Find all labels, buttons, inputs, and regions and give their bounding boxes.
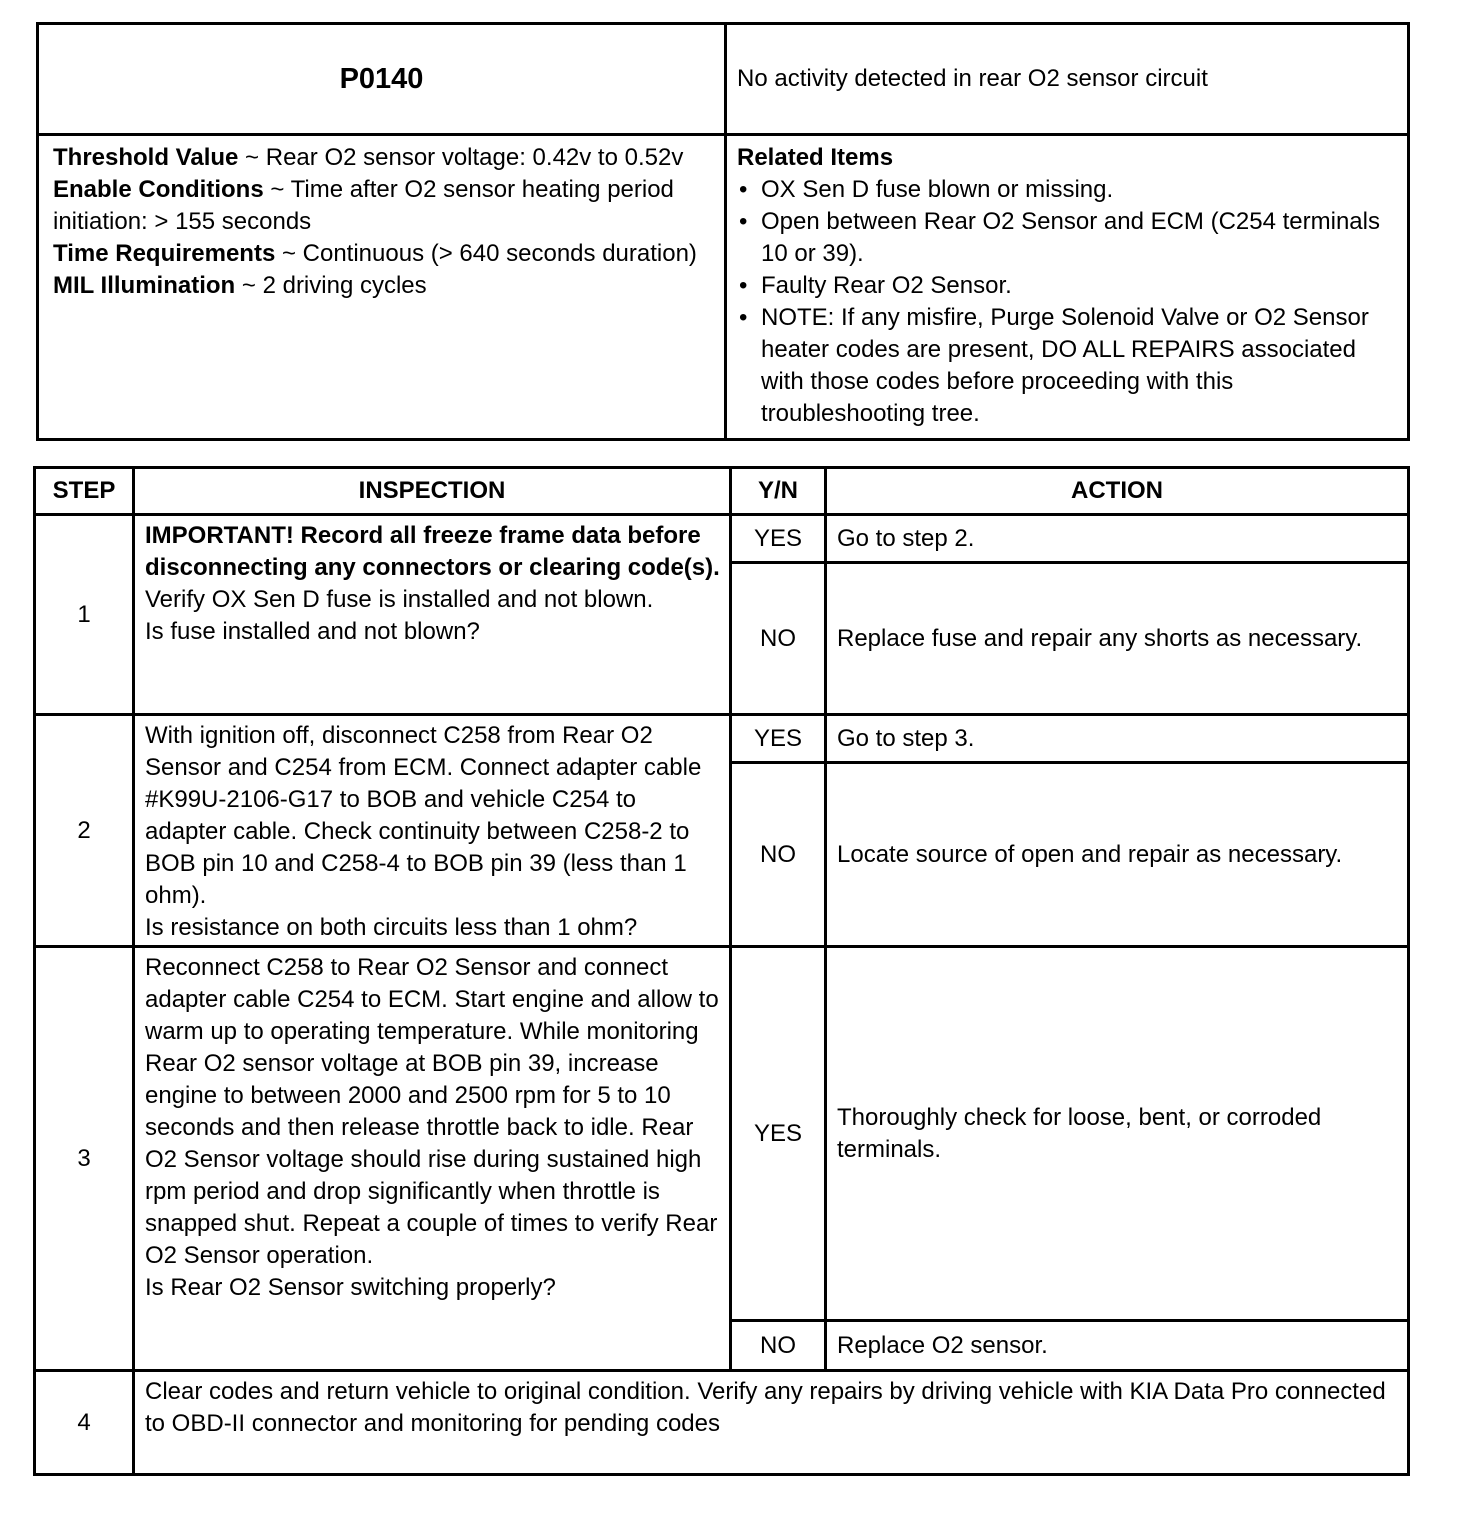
header-inspection: INSPECTION [134,468,731,515]
troubleshooting-table [33,466,1410,1476]
yes-label: YES [731,715,826,763]
step-inspection: Clear codes and return vehicle to original condition. Verify any repairs by driving vehicle with KIA Data Pro connected to OBD-II connector and monitoring for pending codes [134,1371,1409,1475]
step-inspection: With ignition off, disconnect C258 from Rear O2 Sensor and C254 from ECM. Connect adapter cable #K99U-2106-G17 to BOB and vehicle C254 to adapter cable. Check continuity between C258-2 to BOB pin 10 and C258-4 to BOB pin 39 (less than 1 ohm). Is resistance on both circuits less than 1 ohm? [134,715,731,947]
table-header-row [35,468,1409,515]
no-action: Replace O2 sensor. [826,1321,1409,1371]
step-number: 3 [35,947,134,1371]
related-items-cell [726,135,1409,440]
step-question: Is fuse installed and not blown? [145,618,480,645]
yes-label: YES [731,515,826,563]
no-label: NO [731,563,826,715]
table-row [35,515,1409,563]
step-inspection: IMPORTANT! Record all freeze frame data before disconnecting any connectors or clearing code(s). Verify OX Sen D fuse is installed and not blown. Is fuse installed and not blown? [134,515,731,715]
related-items-title: Related Items [737,144,894,171]
step-question: Is Rear O2 Sensor switching properly? [145,1274,556,1301]
table-row [35,1371,1409,1475]
time-requirements: Time Requirements ~ Continuous (> 640 seconds duration) [53,240,697,267]
yes-action: Go to step 2. [826,515,1409,563]
yes-action: Thoroughly check for loose, bent, or corroded terminals. [826,947,1409,1321]
no-label: NO [731,1321,826,1371]
related-item: • OX Sen D fuse blown or missing. [737,174,1395,206]
related-item: • NOTE: If any misfire, Purge Solenoid Valve or O2 Sensor heater codes are present, DO ALL REPAIRS associated with those codes before proceeding with this troubleshooting tree. [737,302,1395,430]
important-note: IMPORTANT! Record all freeze frame data before disconnecting any connectors or clearing code(s). [145,522,720,581]
yes-label: YES [731,947,826,1321]
table-row [35,947,1409,1321]
header-step: STEP [35,468,134,515]
header-action: ACTION [826,468,1409,515]
header-yn: Y/N [731,468,826,515]
conditions-cell [38,135,726,440]
step-inspection: Reconnect C258 to Rear O2 Sensor and connect adapter cable C254 to ECM. Start engine and allow to warm up to operating temperature. While monitoring Rear O2 sensor voltage at BOB pin 39, increase engine to between 2000 and 2500 rpm for 5 to 10 seconds and then release throttle back to idle. Rear O2 Sensor voltage should rise during sustained high rpm period and drop significantly when throttle is snapped shut. Repeat a couple of times to verify Rear O2 Sensor operation. Is Rear O2 Sensor switching properly? [134,947,731,1371]
threshold-value: Threshold Value ~ Rear O2 sensor voltage: 0.42v to 0.52v [53,144,684,171]
code-summary-table [36,22,1410,441]
step-question: Is resistance on both circuits less than 1 ohm? [145,914,638,941]
mil-illumination: MIL Illumination ~ 2 driving cycles [53,272,427,299]
step-number: 2 [35,715,134,947]
table-row [35,715,1409,763]
no-action: Replace fuse and repair any shorts as necessary. [826,563,1409,715]
related-items-list [737,174,1395,430]
dtc-description: No activity detected in rear O2 sensor circuit [726,24,1409,135]
related-item: • Open between Rear O2 Sensor and ECM (C254 terminals 10 or 39). [737,206,1395,270]
enable-conditions: Enable Conditions ~ Time after O2 sensor heating period initiation: > 155 seconds [53,176,674,235]
step-number: 4 [35,1371,134,1475]
no-label: NO [731,763,826,947]
no-action: Locate source of open and repair as necessary. [826,763,1409,947]
yes-action: Go to step 3. [826,715,1409,763]
related-item: • Faulty Rear O2 Sensor. [737,270,1395,302]
dtc-code: P0140 [38,24,726,135]
step-number: 1 [35,515,134,715]
